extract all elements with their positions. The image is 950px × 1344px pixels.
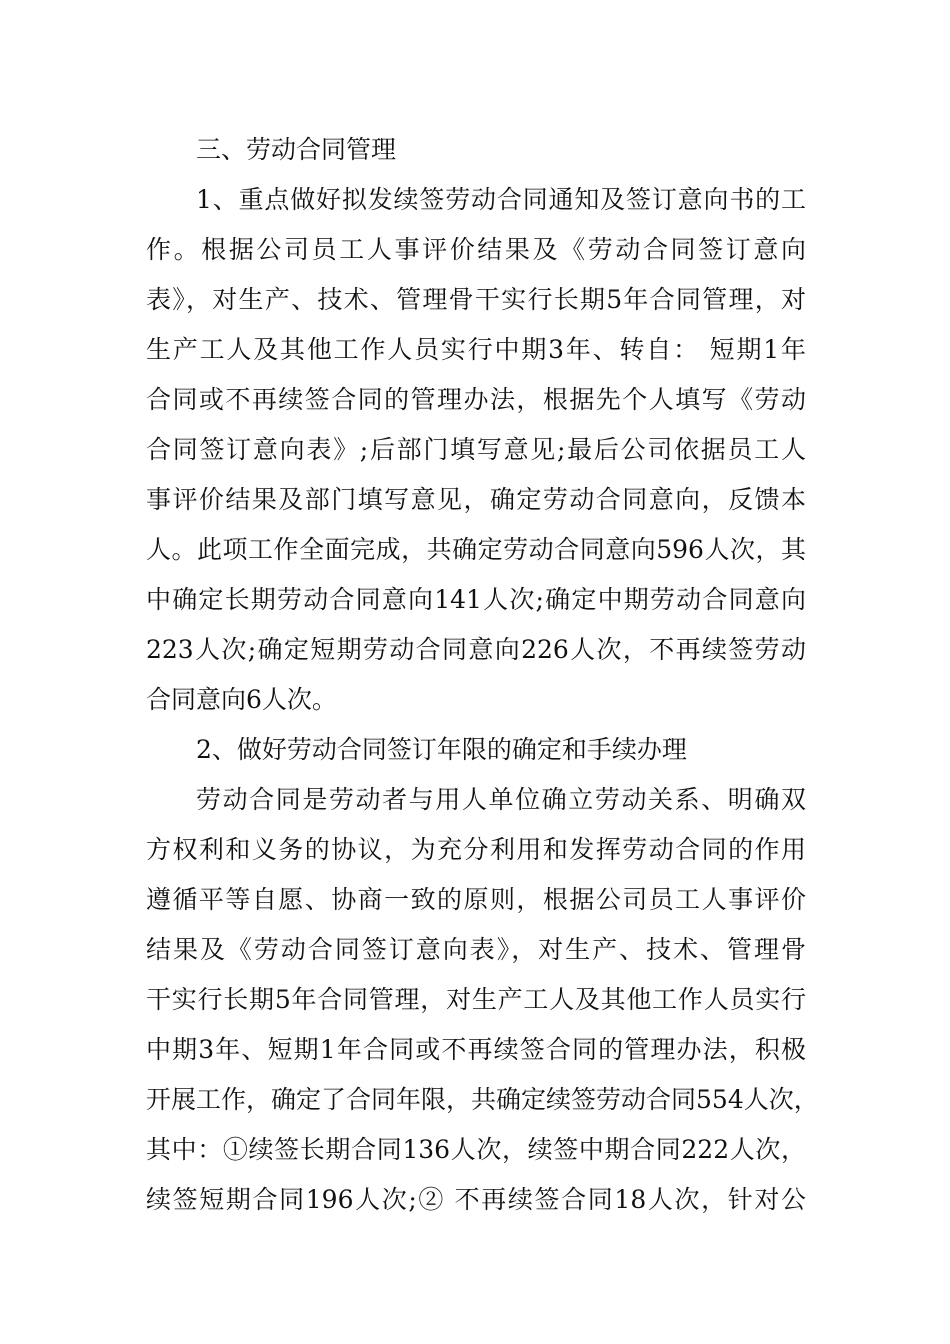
paragraph-line: 人。此项工作全面完成，共确定劳动合同意向596人次，其	[146, 535, 806, 564]
paragraph-line: 表》，对生产、技术、管理骨干实行长期5年合同管理，对	[146, 285, 806, 314]
paragraph-line: 续签短期合同196人次;② 不再续签合同18人次，针对公	[146, 1185, 806, 1214]
paragraph-line: 合同或不再续签合同的管理办法，根据先个人填写《劳动	[146, 385, 806, 414]
paragraph-line: 开展工作，确定了合同年限，共确定续签劳动合同554人次，	[146, 1085, 819, 1114]
paragraph-line: 方权利和义务的协议，为充分利用和发挥劳动合同的作用	[146, 835, 806, 864]
paragraph-line: 中确定长期劳动合同意向141人次;确定中期劳动合同意向	[146, 585, 806, 614]
subheading: 2、做好劳动合同签订年限的确定和手续办理	[196, 735, 687, 764]
paragraph-line: 1、重点做好拟发续签劳动合同通知及签订意向书的工	[196, 185, 806, 214]
paragraph-line: 合同意向6人次。	[146, 685, 337, 714]
paragraph-line: 中期3年、短期1年合同或不再续签合同的管理办法，积极	[146, 1035, 806, 1064]
paragraph-line: 干实行长期5年合同管理，对生产工人及其他工作人员实行	[146, 985, 806, 1014]
paragraph-line: 223人次;确定短期劳动合同意向226人次，不再续签劳动	[146, 635, 806, 664]
paragraph-line: 遵循平等自愿、协商一致的原则，根据公司员工人事评价	[146, 885, 806, 914]
paragraph-line: 劳动合同是劳动者与用人单位确立劳动关系、明确双	[196, 785, 806, 814]
paragraph-line: 生产工人及其他工作人员实行中期3年、转自： 短期1年	[146, 335, 806, 364]
paragraph-line: 结果及《劳动合同签订意向表》，对生产、技术、管理骨	[146, 935, 806, 964]
paragraph-line: 事评价结果及部门填写意见，确定劳动合同意向，反馈本	[146, 485, 806, 514]
paragraph-line: 合同签订意向表》;后部门填写意见;最后公司依据员工人	[146, 435, 806, 464]
paragraph-line: 其中：①续签长期合同136人次，续签中期合同222人次，	[146, 1135, 806, 1164]
section-heading: 三、劳动合同管理	[196, 135, 397, 164]
paragraph-line: 作。根据公司员工人事评价结果及《劳动合同签订意向	[146, 235, 806, 264]
